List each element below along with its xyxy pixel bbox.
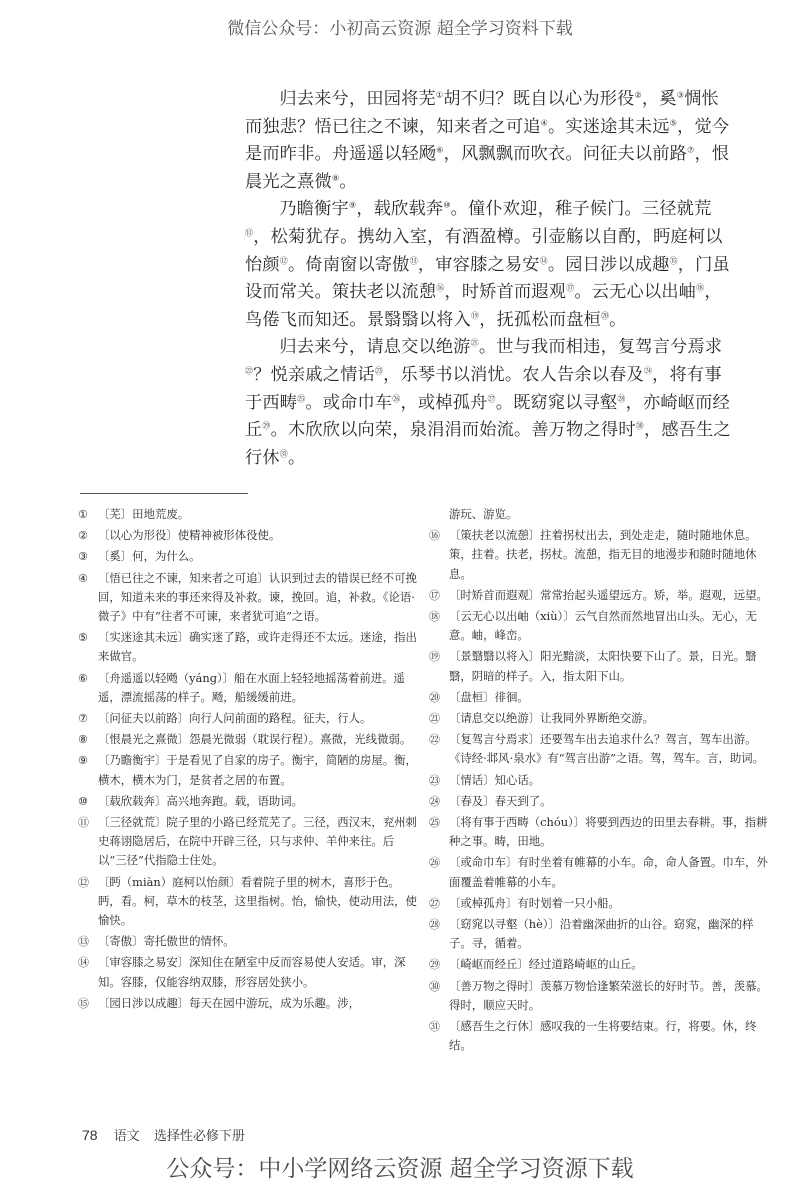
footnote-number: ㉒ xyxy=(429,733,440,747)
footnote-text: 〔载欣载奔〕高兴地奔跑。载，语助词。 xyxy=(98,793,304,808)
footnote-number: ⑩ xyxy=(78,794,88,808)
footnote xyxy=(78,547,418,566)
footnote-text: 〔三径就荒〕院子里的小路已经荒芜了。三径，西汉末，兖州刺史蒋诩隐居后，在院中开辟三径，只与求仲、羊仲来往。后以“三径”代指隐士住处。 xyxy=(98,815,417,868)
footnote-number: ⑭ xyxy=(78,956,89,970)
footnote-number: ⑲ xyxy=(429,650,440,664)
footnote xyxy=(78,628,418,666)
footnote-number: ⑯ xyxy=(429,529,440,543)
footnote-number: ㉚ xyxy=(429,979,440,993)
footnote-text: 〔以心为形役〕使精神被形体役使。 xyxy=(98,528,281,543)
footnote-text: 〔策扶老以流憩〕拄着拐杖出去，到处走走，随时随地休息。策，拄着。扶老，拐杖。流憩，指无目的地漫步和随时随地休息。 xyxy=(449,528,757,581)
footnote-text: 〔窈窕以寻壑（hè）〕沿着幽深曲折的山谷。窈窕，幽深的样子。寻，循着。 xyxy=(449,917,754,951)
footnote-number: ㉗ xyxy=(429,896,440,910)
footnote-number: ㉓ xyxy=(429,773,440,787)
footnote-number: ⑪ xyxy=(78,816,89,830)
footnote-text: 〔奚〕何，为什么。 xyxy=(98,549,201,564)
footnote-text: 〔寄傲〕寄托傲世的情怀。 xyxy=(98,934,235,949)
footnote-number: ⑨ xyxy=(78,754,88,768)
footnote-number: ⑤ xyxy=(78,631,88,645)
footnote-text: 〔崎岖而经丘〕经过道路崎岖的山丘。 xyxy=(449,957,643,972)
notes-divider xyxy=(80,493,248,494)
footnote xyxy=(429,853,769,891)
footnote-number: ⑥ xyxy=(78,671,88,685)
footnote-text: 〔舟遥遥以轻飏（yáng）〕船在水面上轻轻地摇荡着前进。遥遥，漂流摇荡的样子。飏，船缓缓前进。 xyxy=(98,670,405,704)
footnote xyxy=(429,792,769,811)
footnote-number: ② xyxy=(78,529,88,543)
footnote-number: ④ xyxy=(78,571,88,585)
footnote-number: ⑧ xyxy=(78,733,88,747)
footnote-text: 〔情话〕知心话。 xyxy=(449,772,541,787)
note-continuation: 游玩、游览。 xyxy=(449,507,518,521)
footnote xyxy=(429,1017,769,1055)
footnote-text: 〔审容膝之易安〕深知住在陋室中反而容易使人安适。审，深知。容膝，仅能容纳双膝，形容居处狭小。 xyxy=(98,955,406,989)
footnote-text: 〔感吾生之行休〕感叹我的一生将要结束。行，将要。休，终结。 xyxy=(449,1019,757,1053)
footnote xyxy=(429,709,769,728)
footnote-text: 〔园日涉以成趣〕每天在园中游玩，成为乐趣。涉， xyxy=(98,995,360,1010)
footnote-text: 〔复驾言兮焉求〕还要驾车出去追求什么？驾言，驾车出游。《诗经·邶风·泉水》有“驾言出游”之语。驾，驾车。言，助词。 xyxy=(449,732,765,766)
footnote-text: 〔恨晨光之熹微〕怨晨光微弱（耽误行程）。熹微，光线微弱。 xyxy=(98,732,412,747)
footnote-number: ③ xyxy=(78,550,88,564)
footnote-number: ㉑ xyxy=(429,712,440,726)
footnote-text: 〔眄（miàn）庭柯以怡颜〕看着院子里的树木，喜形于色。眄，看。柯，草木的枝茎，这里指树。怡，愉快，使动用法，使愉快。 xyxy=(98,874,417,928)
bottom-watermark: 公众号：中小学网络云资源 超全学习资源下载 xyxy=(166,1156,634,1182)
footnote xyxy=(78,526,418,545)
footnote-number: ㉕ xyxy=(429,816,440,830)
footnote xyxy=(429,526,769,584)
footnote-number: ㉔ xyxy=(429,794,440,808)
footnote xyxy=(429,915,769,953)
footnote-text: 〔乃瞻衡宇〕于是看见了自家的房子。衡宇，简陋的房屋。衡，横木，横木为门，是贫者之居的布置。 xyxy=(98,753,417,787)
footnote-text: 〔春及〕春天到了。 xyxy=(449,793,552,808)
footnote xyxy=(429,771,769,790)
paragraph-3: 归去来兮，请息交以绝游$^㉑$。世与我而相违，复驾言兮焉求$^㉒$？悦亲戚之情话$^㉓$，乐琴书以消忧。农人告余以春及$^㉔$，将有事于西畴$^㉕$。或命巾车$^㉖$，或棹孤舟$^㉗$。既窈窕以寻壑$^㉘$，亦崎岖而经丘$^㉙$。木欣欣以向荣，泉涓涓而始流。善万物之得时$^㉚$，感吾生之行休$^㉛$。 xyxy=(245,337,731,468)
footnote-number: ⑰ xyxy=(429,588,440,602)
footnote-text: 〔悟已往之不谏，知来者之可追〕认识到过去的错误已经不可挽回，知道未来的事还来得及补救。谏，挽回。追，补救。《论语·微子》中有“往者不可谏，来者犹可追”之语。 xyxy=(98,570,417,624)
footnote-number: ⑦ xyxy=(78,712,88,726)
footnote xyxy=(429,688,769,707)
page-footer xyxy=(82,1125,245,1144)
book-label: 选择性必修下册 xyxy=(153,1129,245,1144)
footnote xyxy=(78,873,418,931)
footnote xyxy=(78,994,418,1013)
footnote-number: ㉘ xyxy=(429,918,440,932)
footnote-text: 〔景翳翳以将入〕阳光黯淡，太阳快要下山了。景，日光。翳翳，阴暗的样子。入，指太阳下山。 xyxy=(449,649,757,683)
notes-right-column xyxy=(429,505,769,1057)
footnote xyxy=(78,709,418,728)
footnote-text: 〔时矫首而遐观〕常常抬起头遥望远方。矫，举。遐观，远望。 xyxy=(449,587,768,602)
footnote-text: 〔云无心以出岫（xiù）〕云气自然而然地冒出山头。无心，无意。岫，峰峦。 xyxy=(449,609,757,643)
main-text xyxy=(245,86,735,472)
footnote xyxy=(78,730,418,749)
footnote xyxy=(78,792,418,811)
footnote-text: 〔或命巾车〕有时坐着有帷幕的小车。命，命人备置。巾车，外面覆盖着帷幕的小车。 xyxy=(449,855,768,889)
footnote-number: ㉛ xyxy=(429,1020,440,1034)
footnote xyxy=(78,751,418,789)
footnote xyxy=(429,647,769,685)
paragraph-2: 乃瞻衡宇⑨，载欣载奔⑩。僮仆欢迎，稚子候门。三径就荒⑪，松菊犹存。携幼入室，有酒盈樽。引壶觞以自酌，眄庭柯以怡颜⑫。倚南窗以寄傲⑬，审容膝之易安⑭。园日涉以成趣⑮，门虽设而常关。策扶老以流憩⑯，时矫首而遐观⑰。云无心以出岫⑱，鸟倦飞而知还。景翳翳以将入⑲，抚孤松而盘桓⑳。 xyxy=(245,199,730,330)
footnote-number: ① xyxy=(78,508,88,521)
top-watermark: 微信公众号：小初高云资源 超全学习资料下载 xyxy=(227,19,573,39)
footnote xyxy=(78,569,418,627)
footnote-number: ㉙ xyxy=(429,958,440,972)
notes-left-column xyxy=(78,505,418,1015)
footnote xyxy=(78,669,418,707)
footnote xyxy=(78,813,418,871)
footnote-number: ⑬ xyxy=(78,935,89,949)
footnote xyxy=(429,977,769,1015)
footnote-number: ㉖ xyxy=(429,856,440,870)
footnote-number: ⑱ xyxy=(429,610,440,624)
footnote-text: 〔实迷途其未远〕确实迷了路，或许走得还不太远。迷途，指出来做官。 xyxy=(98,630,417,664)
footnote-text: 〔将有事于西畴（chóu）〕将要到西边的田里去春耕。事，指耕种之事。畴，田地。 xyxy=(449,815,768,849)
footnote xyxy=(429,730,769,768)
footnote-text: 〔或棹孤舟〕有时划着一只小船。 xyxy=(449,895,620,910)
footnote xyxy=(78,932,418,951)
footnote xyxy=(429,586,769,605)
footnote xyxy=(78,953,418,991)
footnote-text: 〔问征夫以前路〕向行人问前面的路程。征夫，行人。 xyxy=(98,711,372,726)
footnote-number: ⑮ xyxy=(78,996,89,1010)
footnote xyxy=(429,955,769,974)
footnote-number: ⑫ xyxy=(78,875,89,889)
footnote xyxy=(429,607,769,645)
footnote xyxy=(78,505,418,524)
footnote-text: 〔盘桓〕徘徊。 xyxy=(449,689,529,704)
footnote-number: ⑳ xyxy=(429,690,440,704)
subject-label: 语文 xyxy=(113,1129,140,1144)
footnote-text: 〔善万物之得时〕羡慕万物恰逢繁荣滋长的好时节。善，羡慕。得时，顺应天时。 xyxy=(449,978,768,1012)
paragraph-1: 归去来兮，田园将芜①胡不归？既自以心为形役②，奚③惆怅而独悲？悟已往之不谏，知来者之可追④。实迷途其未远⑤，觉今是而昨非。舟遥遥以轻飏⑥，风飘飘而吹衣。问征夫以前路⑦，恨晨光之熹微⑧。 xyxy=(245,89,730,192)
footnote xyxy=(429,813,769,851)
footnote-text: 〔请息交以绝游〕让我同外界断绝交游。 xyxy=(449,711,655,726)
footnote-text: 〔芜〕田地荒废。 xyxy=(98,507,190,521)
footnote xyxy=(429,894,769,913)
page-number: 78 xyxy=(82,1127,98,1143)
